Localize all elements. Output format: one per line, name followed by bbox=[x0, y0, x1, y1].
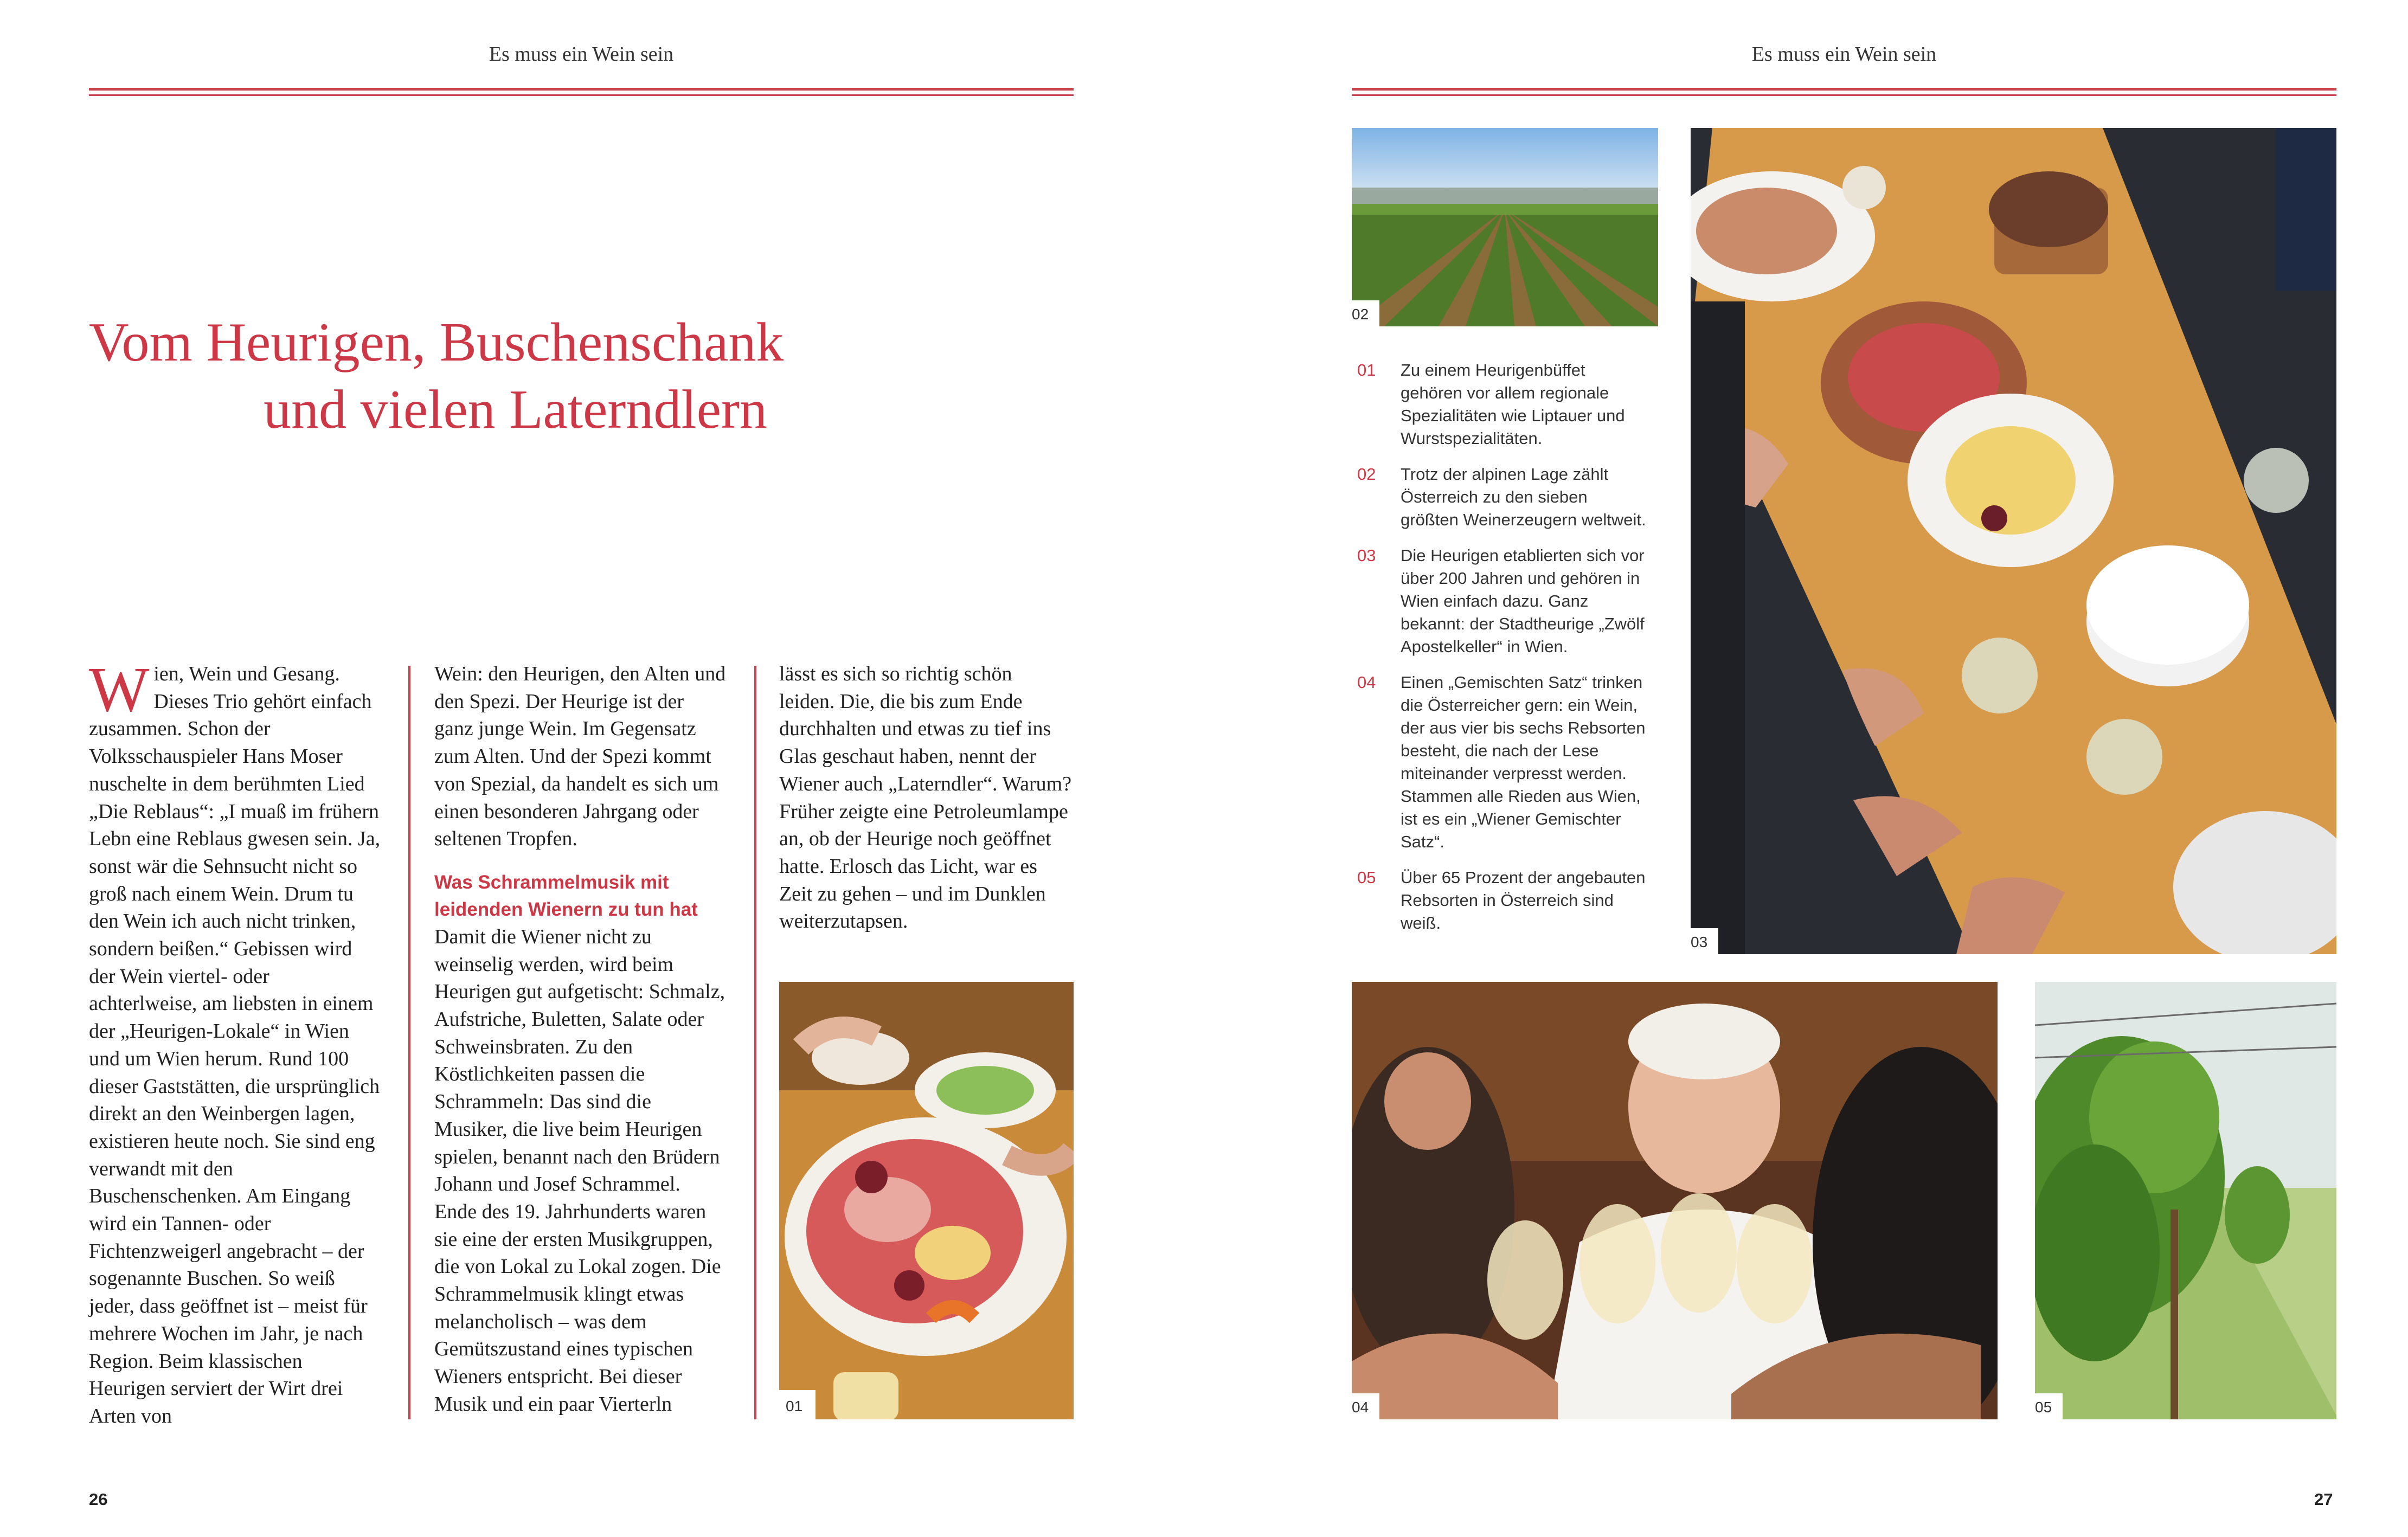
caption-number: 03 bbox=[1357, 546, 1376, 565]
caption-text: Zu einem Heurigenbüffet gehören vor allem regionale Spezialitäten wie Liptauer und Wurstspezialitäten. bbox=[1401, 361, 1625, 448]
caption-text: Die Heurigen etablierten sich vor über 200 Jahren und gehören in Wien einfach dazu. Ganz bekannt: der Stadtheurige „Zwölf Apostelkeller“ in Wien. bbox=[1401, 546, 1645, 656]
buffet-illustration bbox=[779, 982, 1074, 1419]
caption-item bbox=[1357, 544, 1650, 658]
photo-heurigen-table bbox=[1691, 128, 2336, 954]
body-column-1 bbox=[89, 654, 382, 1430]
caption-text: Trotz der alpinen Lage zählt Österreich zu den sieben größten Weinerzeugern weltweit. bbox=[1401, 465, 1646, 529]
dropcap: W bbox=[89, 654, 150, 725]
column-rule-1 bbox=[408, 666, 410, 1419]
photo-buffet bbox=[779, 982, 1074, 1419]
photo-toasting bbox=[1352, 982, 1998, 1419]
caption-item bbox=[1357, 866, 1650, 935]
running-head-left: Es muss ein Wein sein bbox=[489, 43, 674, 66]
header-rule-left bbox=[89, 88, 1074, 91]
header-rule-right-thin bbox=[1352, 94, 2336, 96]
caption-text: Über 65 Prozent der angebauten Rebsorten in Österreich sind weiß. bbox=[1401, 868, 1646, 933]
caption-item bbox=[1357, 359, 1650, 450]
page-number-right: 27 bbox=[2314, 1490, 2333, 1509]
column-rule-2 bbox=[754, 666, 756, 1419]
subheading: Was Schrammelmusik mit leidenden Wienern zu tun hat bbox=[434, 871, 698, 920]
header-rule-right bbox=[1352, 88, 2336, 91]
photo-vineyard-landscape bbox=[1352, 128, 1658, 326]
headline-line-2: und vielen Laterndlern bbox=[264, 379, 767, 440]
caption-text: Einen „Gemischten Satz“ trinken die Österreicher gern: ein Wein, der aus vier bis sechs Rebsorten besteht, die nach der Lese miteinander verpresst werden. Stammen alle Rieden aus Wien, ist es ein „Wiener Gemischter Satz“. bbox=[1401, 673, 1646, 851]
photo-label-02: 02 bbox=[1352, 300, 1379, 326]
vines-illustration bbox=[2035, 982, 2336, 1419]
body-text-col2a: Wein: den Heurigen, den Alten und den Spezi. Der Heurige ist der ganz junge Wein. Im Gegensatz zum Alten. Und der Spezi kommt von Spezial, da handelt es sich um einen besonderen Jahrgang oder seltenen Tropfen. bbox=[434, 663, 726, 851]
header-rule-left-thin bbox=[89, 94, 1074, 96]
page-number-left: 26 bbox=[89, 1490, 108, 1509]
photo-label-03: 03 bbox=[1691, 928, 1718, 954]
photo-label-01: 01 bbox=[779, 1390, 815, 1419]
caption-number: 05 bbox=[1357, 868, 1376, 887]
headline-line-1: Vom Heurigen, Buschenschank bbox=[89, 312, 784, 373]
table-illustration bbox=[1691, 128, 2336, 954]
toasting-illustration bbox=[1352, 982, 1998, 1419]
caption-number: 02 bbox=[1357, 465, 1376, 484]
article-headline bbox=[89, 309, 902, 443]
caption-item bbox=[1357, 671, 1650, 853]
body-text-col2b: Damit die Wiener nicht zu weinselig werden, wird beim Heurigen gut aufgetischt: Schmalz, Aufstriche, Buletten, Salate oder Schweinsbraten. Zu den Köstlichkeiten passen die Schrammeln: Das sind die Musiker, die live beim Heurigen spielen, benannt nach den Brüdern Johann und Josef Schrammel. Ende des 19. Jahrhunderts waren sie eine der ersten Musikgruppen, die von Lokal zu Lokal zogen. Die Schrammelmusik klingt etwas melancholisch – was dem Gemütszustand eines typischen Wieners entspricht. Bei dieser Musik und ein paar Vierterln bbox=[434, 925, 725, 1416]
caption-number: 01 bbox=[1357, 361, 1376, 380]
photo-label-04: 04 bbox=[1352, 1393, 1379, 1419]
photo-vines bbox=[2035, 982, 2336, 1419]
caption-item bbox=[1357, 463, 1650, 531]
caption-list bbox=[1357, 359, 1650, 948]
running-head-right: Es muss ein Wein sein bbox=[1751, 43, 1937, 66]
caption-number: 04 bbox=[1357, 673, 1376, 692]
body-column-2 bbox=[434, 660, 727, 1418]
vineyard-landscape-illustration bbox=[1352, 128, 1658, 326]
body-text-col1: ien, Wein und Gesang. Dieses Trio gehört einfach zusammen. Schon der Volksschauspieler Hans Moser nuschelte in dem berühmten Lied „Die Reblaus“: „I muaß im frühern Lebn eine Reblaus gwesen sein. Ja, sonst wär die Sehnsucht nicht so groß nach einem Wein. Drum tu den Wein ich auch nicht trinken, sondern beißen.“ Gebissen wird der Wein viertel- oder achterlweise, am liebsten in einem der „Heurigen-Lokale“ in Wien und um Wien herum. Rund 100 dieser Gaststätten, die ursprünglich direkt an den Weinbergen lagen, existieren heute noch. Sie sind eng verwandt mit den Buschenschenken. Am Eingang wird ein Tannen- oder Fichtenzweigerl angebracht – der sogenannte Buschen. So weiß jeder, dass geöffnet ist – meist für mehrere Wochen im Jahr, je nach Region. Beim klassischen Heurigen serviert der Wirt drei Arten von bbox=[89, 663, 381, 1427]
body-text-col3: lässt es sich so richtig schön leiden. Die, die bis zum Ende durchhalten und etwas zu tief ins Glas geschaut haben, nennt der Wiener auch „Laterndler“. Warum? Früher zeigte eine Petroleumlampe an, ob der Heurige noch geöffnet hatte. Erlosch das Licht, war es Zeit zu gehen – und im Dunklen weiterzutapsen. bbox=[779, 663, 1072, 933]
photo-label-05: 05 bbox=[2035, 1393, 2063, 1419]
body-column-3 bbox=[779, 660, 1072, 935]
